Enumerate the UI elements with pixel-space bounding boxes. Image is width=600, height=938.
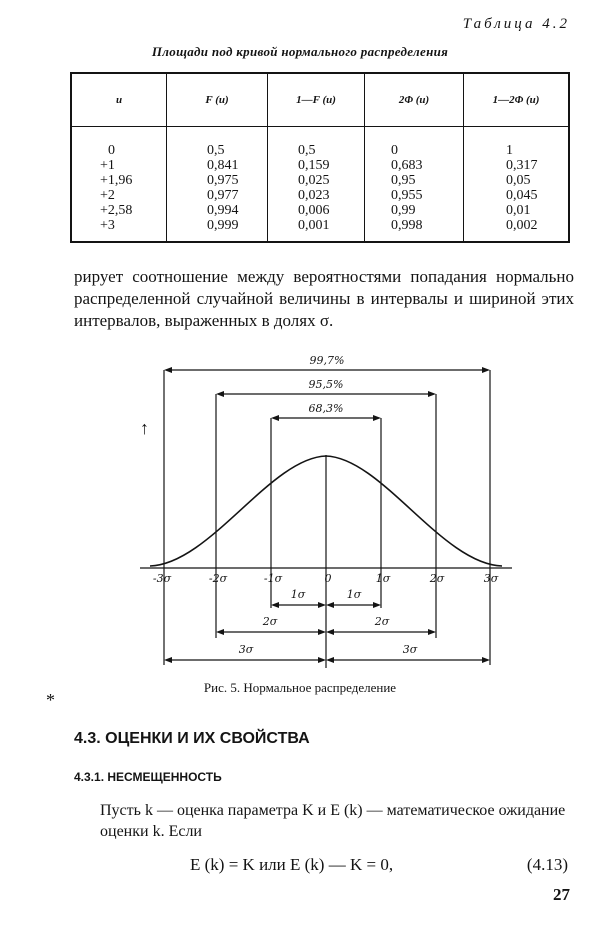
table-cell: 0,994: [207, 203, 239, 218]
table-title: Площади под кривой нормального распределения: [151, 44, 449, 59]
formula: E (k) = K или E (k) — K = 0,: [190, 855, 394, 874]
table-cell: +2,58: [100, 203, 133, 218]
table-cell: 0,999: [207, 218, 239, 233]
table-body-row: [71, 127, 569, 243]
column-2phi: [365, 127, 464, 243]
table-cell: 0,998: [391, 218, 423, 233]
table-cell: 1: [506, 143, 513, 158]
arrowhead: [271, 415, 279, 421]
label-2sigma-left: 2σ: [262, 615, 278, 628]
table-cell: 0,002: [506, 218, 538, 233]
label-99-7: 99,7%: [309, 354, 345, 367]
column-u: [71, 127, 167, 243]
arrowhead: [326, 602, 334, 608]
table-cell: 0,006: [298, 203, 330, 218]
table-cell: 0,683: [391, 158, 423, 173]
table-cell: 0,955: [391, 188, 423, 203]
tick-plus-1sigma: 1σ: [375, 572, 391, 585]
table-cell: 0,977: [207, 188, 239, 203]
tick-minus-3sigma: -3σ: [152, 572, 172, 585]
tick-zero: 0: [324, 572, 332, 585]
column-1-2phi: [464, 127, 570, 243]
header-u: u: [71, 73, 167, 127]
table-cell: 0: [108, 143, 115, 158]
column-1-f: [268, 127, 365, 243]
arrowhead: [373, 602, 381, 608]
section-text: Пусть k — оценка параметра K и E (k) — математическое ожидание оценки k. Если: [100, 802, 566, 840]
label-3sigma-left: 3σ: [238, 643, 254, 656]
table-cell: 0,01: [506, 203, 531, 218]
arrowhead: [428, 391, 436, 397]
arrowhead: [216, 629, 224, 635]
table-header-row: [71, 73, 569, 127]
header-2phi: 2Φ (u): [365, 73, 464, 127]
arrowhead: [318, 657, 326, 663]
column-f: [167, 127, 268, 243]
header-f: F (u): [167, 73, 268, 127]
table-label: Таблица 4.2: [462, 16, 570, 32]
table-cell: 0,159: [298, 158, 330, 173]
table-cell: 0,023: [298, 188, 330, 203]
table-cell: 0,045: [506, 188, 538, 203]
label-2sigma-right: 2σ: [374, 615, 390, 628]
table-cell: 0,5: [207, 143, 225, 158]
formula-number: (4.13): [526, 855, 568, 874]
label-68-3: 68,3%: [308, 402, 344, 415]
table-cell: 0: [391, 143, 398, 158]
table-cell: 0,5: [298, 143, 316, 158]
page-number: 27: [553, 885, 570, 904]
normal-distribution-table: [70, 72, 570, 243]
tick-minus-2sigma: -2σ: [208, 572, 228, 585]
normal-distribution-figure: [0, 350, 600, 680]
table-cell: 0,975: [207, 173, 239, 188]
label-1sigma-right: 1σ: [346, 588, 362, 601]
arrowhead: [164, 367, 172, 373]
table-cell: 0,001: [298, 218, 330, 233]
arrowhead: [318, 602, 326, 608]
arrowhead: [216, 391, 224, 397]
arrowhead: [326, 657, 334, 663]
arrowhead: [373, 415, 381, 421]
table-cell: +3: [100, 218, 115, 233]
margin-mark: ↑: [140, 418, 149, 438]
paragraph-continuation: рирует соотношение между вероятностями попадания нормально распределенной случайной величины в интервалы и шириной этих интервалов, выраженных в долях σ.: [74, 267, 574, 330]
header-1-f: 1—F (u): [268, 73, 365, 127]
arrowhead: [428, 629, 436, 635]
arrowhead: [164, 657, 172, 663]
table-cell: 0,025: [298, 173, 330, 188]
table-cell: 0,317: [506, 158, 538, 173]
tick-plus-2sigma: 2σ: [429, 572, 445, 585]
label-3sigma-right: 3σ: [402, 643, 418, 656]
table-cell: +2: [100, 188, 115, 203]
subsection-heading: 4.3.1. НЕСМЕЩЕННОСТЬ: [74, 770, 222, 784]
table-cell: 0,99: [391, 203, 416, 218]
arrowhead: [271, 602, 279, 608]
arrowhead: [318, 629, 326, 635]
tick-plus-3sigma: 3σ: [483, 572, 499, 585]
table-cell: 0,841: [207, 158, 239, 173]
arrowhead: [482, 657, 490, 663]
table-cell: +1: [100, 158, 115, 173]
margin-mark: *: [46, 690, 55, 710]
arrowhead: [326, 629, 334, 635]
table-cell: +1,96: [100, 173, 133, 188]
header-1-2phi: 1—2Φ (u): [464, 73, 570, 127]
figure-caption: Рис. 5. Нормальное распределение: [203, 680, 397, 695]
arrowhead: [482, 367, 490, 373]
label-95-5: 95,5%: [308, 378, 344, 391]
label-1sigma-left: 1σ: [290, 588, 306, 601]
section-heading: 4.3. ОЦЕНКИ И ИХ СВОЙСТВА: [74, 730, 310, 747]
table-cell: 0,05: [506, 173, 531, 188]
table-cell: 0,95: [391, 173, 416, 188]
tick-minus-1sigma: -1σ: [263, 572, 283, 585]
